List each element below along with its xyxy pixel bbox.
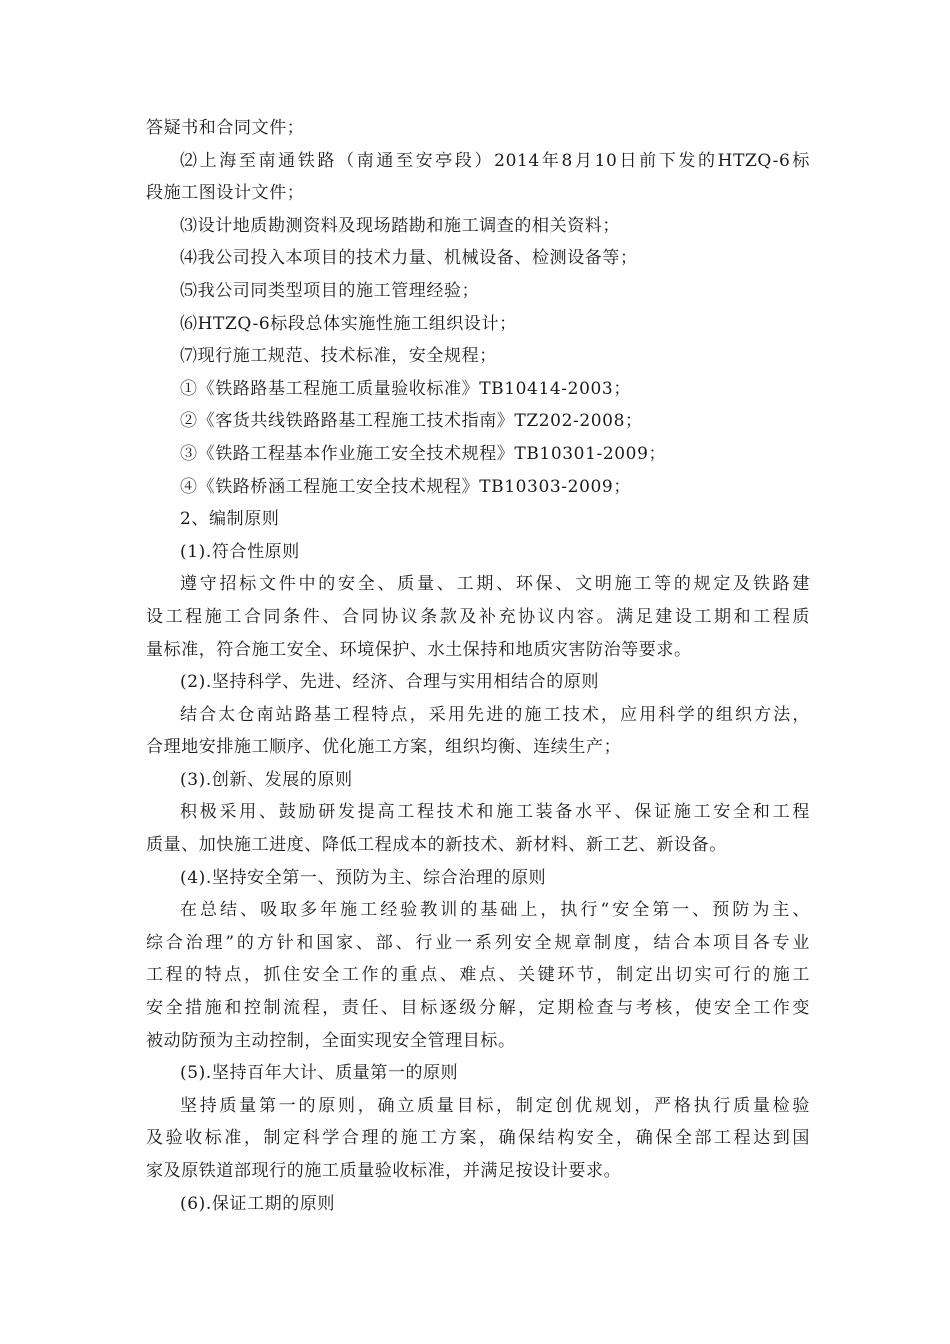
text-line: ⑶设计地质勘测资料及现场踏勘和施工调查的相关资料； xyxy=(180,215,620,236)
text-line: ④《铁路桥涵工程施工安全技术规程》TB10303-2009； xyxy=(180,476,631,497)
text-line: 家及原铁道部现行的施工质量验收标准，并满足按设计要求。 xyxy=(146,1161,622,1181)
text-line: (6).保证工期的原则 xyxy=(180,1193,336,1214)
text-line: ⑺现行施工规范、技术标准，安全规程； xyxy=(180,346,497,367)
text-line: 工程的特点，抓住安全工作的重点、难点、关键环节，制定出切实可行的施工 xyxy=(146,965,810,986)
text-line: 积极采用、鼓励研发提高工程技术和施工装备水平、保证施工安全和工程 xyxy=(180,802,810,823)
text-line: 2、编制原则 xyxy=(180,509,280,530)
text-line: 设工程施工合同条件、合同协议条款及补充协议内容。满足建设工期和工程质 xyxy=(146,606,810,627)
text-line: ⑹HTZQ-6标段总体实施性施工组织设计； xyxy=(180,313,517,334)
text-line: (3).创新、发展的原则 xyxy=(180,769,353,790)
text-line: 质量、加快施工进度、降低工程成本的新技术、新材料、新工艺、新设备。 xyxy=(146,835,727,856)
text-line: 安全措施和控制流程，责任、目标逐级分解，定期检查与考核，使安全工作变 xyxy=(146,998,810,1019)
text-line: (5).坚持百年大计、质量第一的原则 xyxy=(180,1063,459,1084)
text-line: 在总结、吸取多年施工经验教训的基础上，执行“安全第一、预防为主、 xyxy=(180,900,810,921)
text-line: 综合治理”的方针和国家、部、行业一系列安全规章制度，结合本项目各专业 xyxy=(146,932,810,953)
text-line: ⑸我公司同类型项目的施工管理经验； xyxy=(180,280,480,301)
text-line: 答疑书和合同文件； xyxy=(146,118,305,138)
text-line: 及验收标准，制定科学合理的施工方案，确保结构安全，确保全部工程达到国 xyxy=(146,1128,810,1149)
text-line: 遵守招标文件中的安全、质量、工期、环保、文明施工等的规定及铁路建 xyxy=(180,574,810,595)
text-line: (2).坚持科学、先进、经济、合理与实用相结合的原则 xyxy=(180,672,600,693)
text-line: 段施工图设计文件； xyxy=(146,183,305,204)
text-line: 量标准，符合施工安全、环境保护、水土保持和地质灾害防治等要求。 xyxy=(146,639,692,660)
text-line: ⑷我公司投入本项目的技术力量、机械设备、检测设备等； xyxy=(180,248,638,269)
text-line: ⑵上海至南通铁路（南通至安亭段）2014年8月10日前下发的HTZQ-6标 xyxy=(180,150,810,171)
text-line: ③《铁路工程基本作业施工安全技术规程》TB10301-2009； xyxy=(180,443,667,464)
text-line: (4).坚持安全第一、预防为主、综合治理的原则 xyxy=(180,867,547,888)
text-line: ①《铁路路基工程施工质量验收标准》TB10414-2003； xyxy=(180,378,631,399)
text-line: 结合太仓南站路基工程特点，采用先进的施工技术，应用科学的组织方法， xyxy=(180,704,810,725)
text-line: 合理地安排施工顺序、优化施工方案，组织均衡、连续生产； xyxy=(146,737,622,758)
text-line: 坚持质量第一的原则，确立质量目标，制定创优规划，严格执行质量检验 xyxy=(180,1095,810,1116)
text-line: (1).符合性原则 xyxy=(180,541,300,562)
text-line: 被动防预为主动控制，全面实现安全管理目标。 xyxy=(146,1030,516,1051)
document-body xyxy=(146,112,810,1220)
text-line: ②《客货共线铁路路基工程施工技术指南》TZ202-2008； xyxy=(180,411,643,432)
